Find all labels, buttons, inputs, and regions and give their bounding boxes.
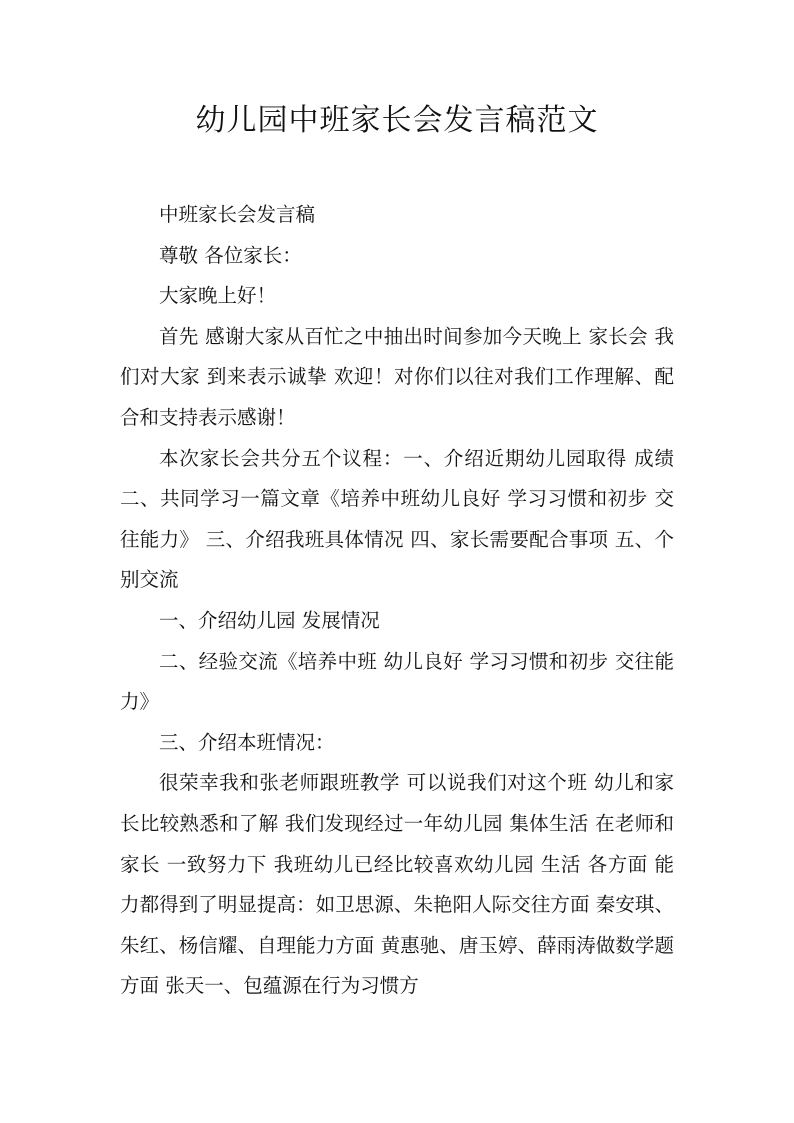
paragraph-section-1: 一、介绍幼儿园 发展情况 [159, 608, 380, 632]
document-body [120, 195, 674, 1007]
paragraph-section-2: 二、经验交流《培养中班 幼儿良好 学习习惯和初步 交往能力》 [120, 649, 674, 714]
paragraph-section-3: 三、介绍本班情况： [159, 730, 335, 754]
paragraph-salutation: 尊敬 各位家长： [159, 243, 302, 267]
paragraph-class-intro: 很荣幸我和张老师跟班教学 可以说我们对这个班 幼儿和家长比较熟悉和了解 我们发现经过一年幼儿园 集体生活 在老师和家长 一致努力下 我班幼儿已经比较喜欢幼儿园 生活 各方面 能力都得到了明显提高：如卫思源、朱艳阳人际交往方面 秦安琪、朱红、杨信耀、自理能力方面 黄惠驰、唐玉婷、薛雨涛做数学题方面 张天一、包蕴源在行为习惯方 [120, 771, 674, 998]
paragraph-thanks: 首先 感谢大家从百忙之中抽出时间参加今天晚上 家长会 我们对大家 到来表示诚挚 欢迎！对你们以往对我们工作理解、配合和支持表示感谢！ [120, 324, 674, 429]
paragraph-agenda: 本次家长会共分五个议程：一、介绍近期幼儿园取得 成绩 二、共同学习一篇文章《培养中班幼儿良好 学习习惯和初步 交往能力》 三、介绍我班具体情况 四、家长需要配合事项 五、个别交流 [120, 446, 674, 592]
document-title: 幼儿园中班家长会发言稿范文 [195, 103, 599, 138]
paragraph-greeting: 大家晚上好！ [159, 284, 277, 308]
paragraph-heading: 中班家长会发言稿 [159, 203, 316, 226]
